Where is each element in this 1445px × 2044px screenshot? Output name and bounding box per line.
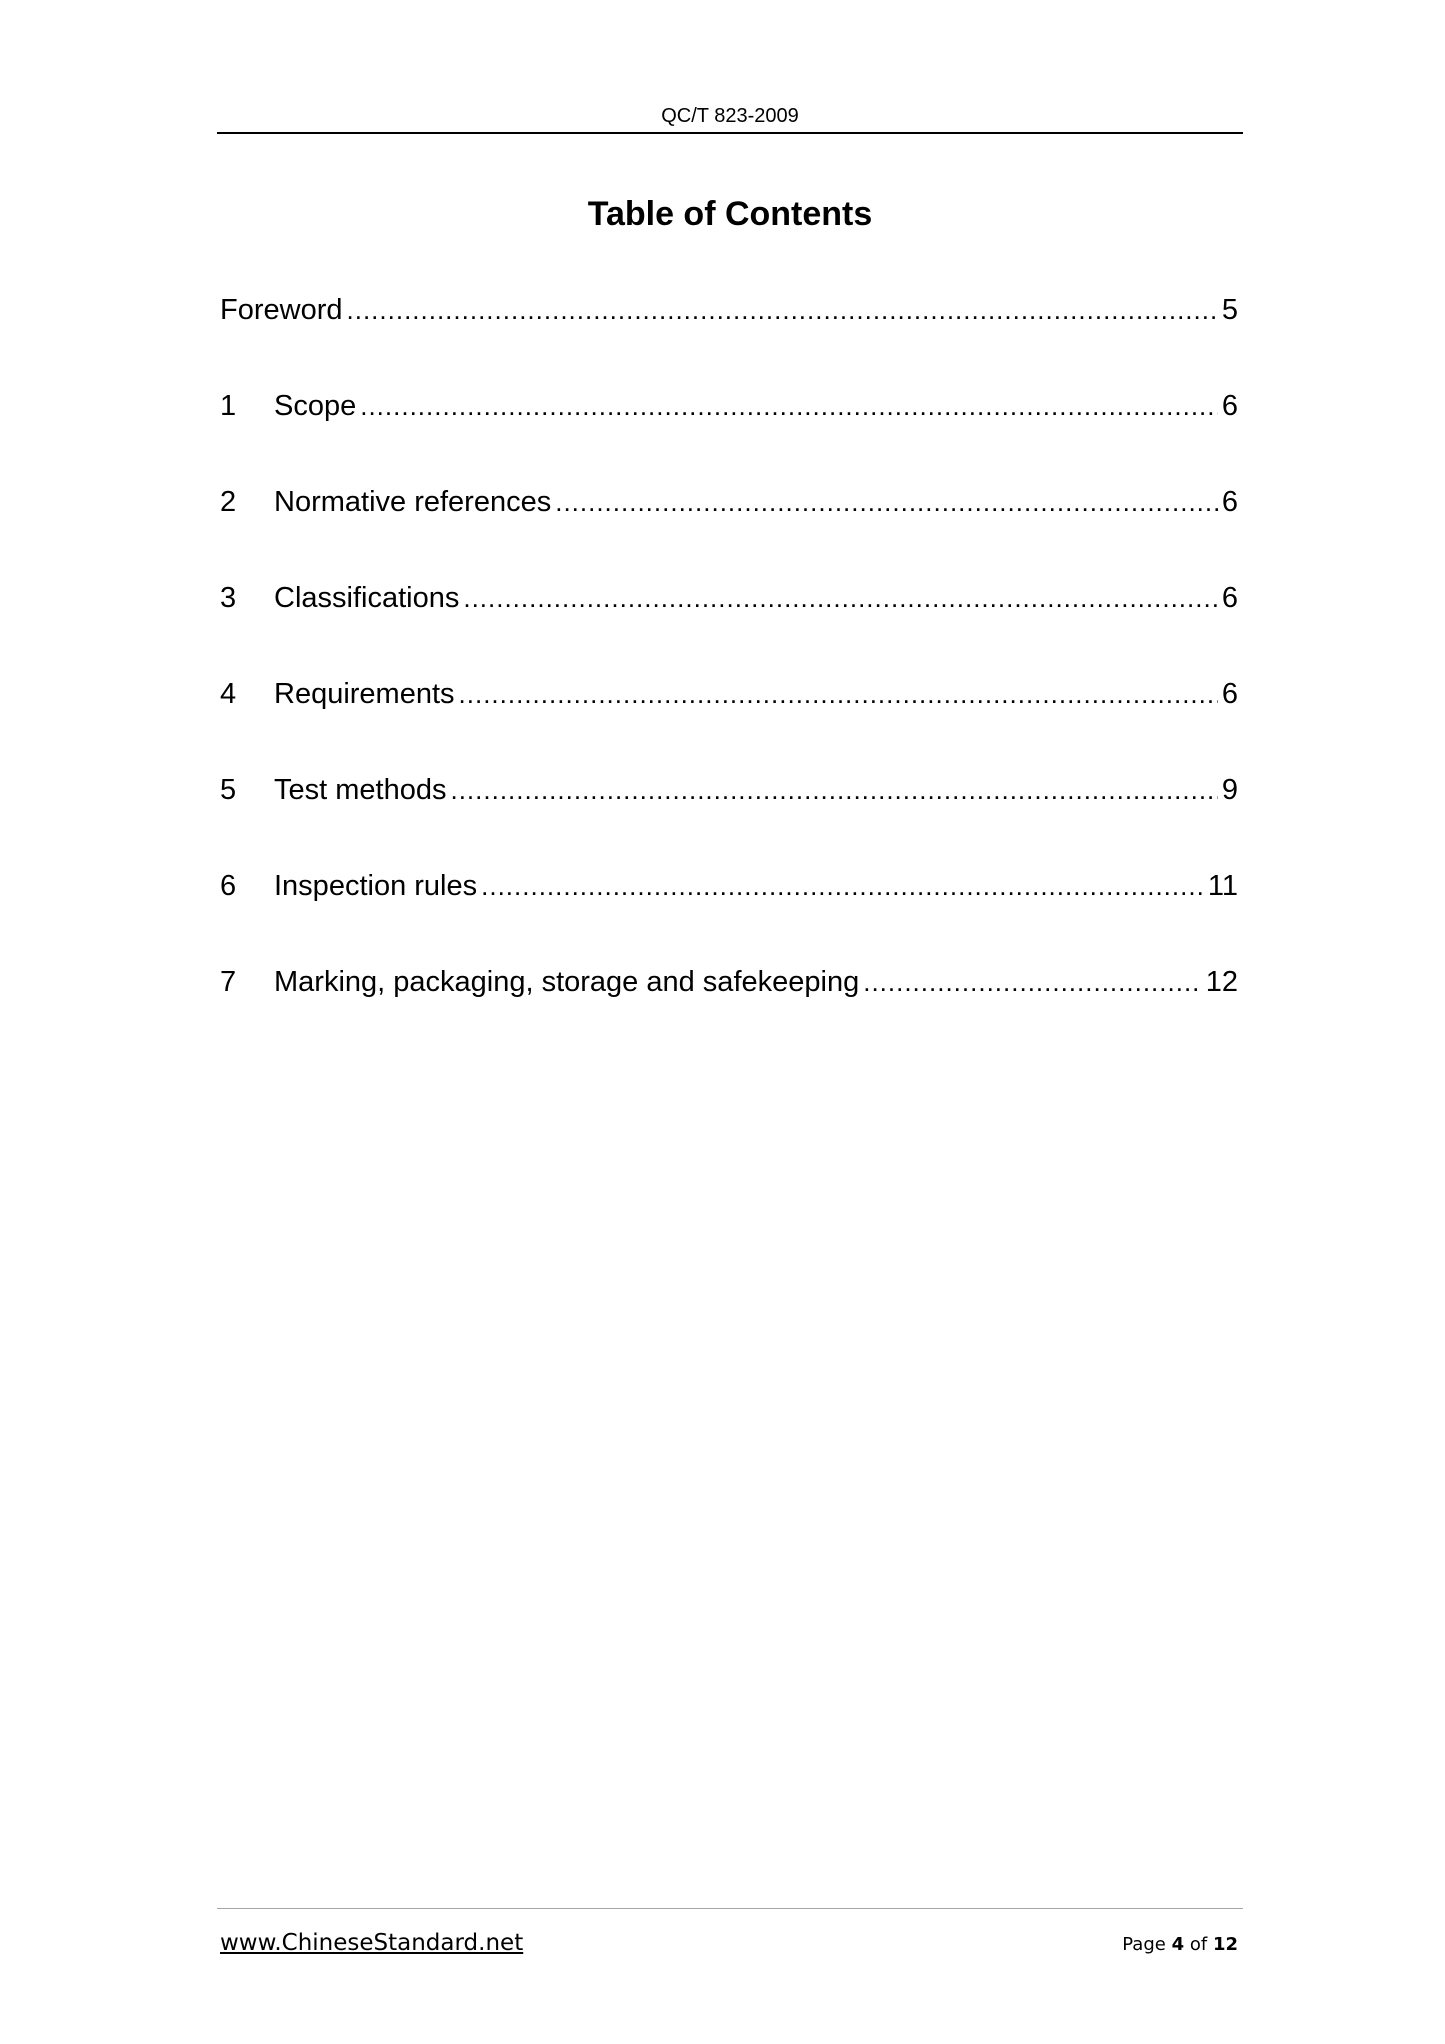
toc-dot-leader [863, 962, 1202, 1002]
toc-entry-number: 2 [220, 486, 237, 518]
total-pages-number: 12 [1212, 1934, 1238, 1955]
document-code: QC/T 823-2009 [661, 105, 799, 127]
toc-entry-number: 7 [220, 966, 237, 998]
toc-entry-number: 3 [220, 582, 237, 614]
current-page-number: 4 [1171, 1934, 1185, 1955]
toc-entry-label: Test methods [274, 774, 447, 806]
toc-entry-requirements[interactable] [220, 674, 1238, 714]
toc-entry-label: Foreword [220, 294, 343, 326]
toc-entry-page: 6 [1221, 582, 1238, 614]
toc-entry-label: Marking, packaging, storage and safekeeping [274, 966, 860, 998]
toc-entry-label: Normative references [274, 486, 552, 518]
toc-dot-leader [360, 386, 1218, 426]
toc-entry-page: 6 [1221, 390, 1238, 422]
toc-entry-page: 5 [1221, 294, 1238, 326]
toc-dot-leader [555, 482, 1218, 522]
toc-entry-foreword[interactable] [220, 290, 1238, 330]
toc-entry-label: Inspection rules [274, 870, 478, 902]
page-prefix: Page [1122, 1934, 1166, 1955]
toc-entry-page: 9 [1221, 774, 1238, 806]
toc-entry-number: 6 [220, 870, 237, 902]
toc-dot-leader [463, 578, 1218, 618]
toc-title: Table of Contents [587, 195, 873, 233]
page-of: of [1189, 1934, 1208, 1955]
toc-entry-normative-references[interactable] [220, 482, 1238, 522]
toc-dot-leader [459, 674, 1218, 714]
toc-dot-leader [347, 290, 1218, 330]
toc-entry-inspection-rules[interactable] [220, 866, 1238, 906]
toc-entry-page: 6 [1221, 486, 1238, 518]
website-link[interactable]: www.ChineseStandard.net [220, 1930, 524, 1956]
toc-entry-page: 6 [1221, 678, 1238, 710]
toc-entry-label: Classifications [274, 582, 460, 614]
toc-entry-number: 4 [220, 678, 237, 710]
toc-dot-leader [481, 866, 1204, 906]
toc-entry-number: 5 [220, 774, 237, 806]
page-indicator [1122, 1934, 1238, 1955]
toc-list [220, 290, 1238, 1058]
toc-entry-page: 12 [1205, 966, 1238, 998]
toc-entry-marking-packaging[interactable] [220, 962, 1238, 1002]
toc-entry-scope[interactable] [220, 386, 1238, 426]
page-header [217, 102, 1243, 134]
toc-entry-number: 1 [220, 390, 237, 422]
toc-entry-label: Requirements [274, 678, 455, 710]
toc-entry-page: 11 [1207, 870, 1238, 902]
footer-divider [217, 1908, 1243, 1909]
toc-entry-test-methods[interactable] [220, 770, 1238, 810]
toc-dot-leader [450, 770, 1217, 810]
toc-entry-label: Scope [274, 390, 357, 422]
toc-entry-classifications[interactable] [220, 578, 1238, 618]
